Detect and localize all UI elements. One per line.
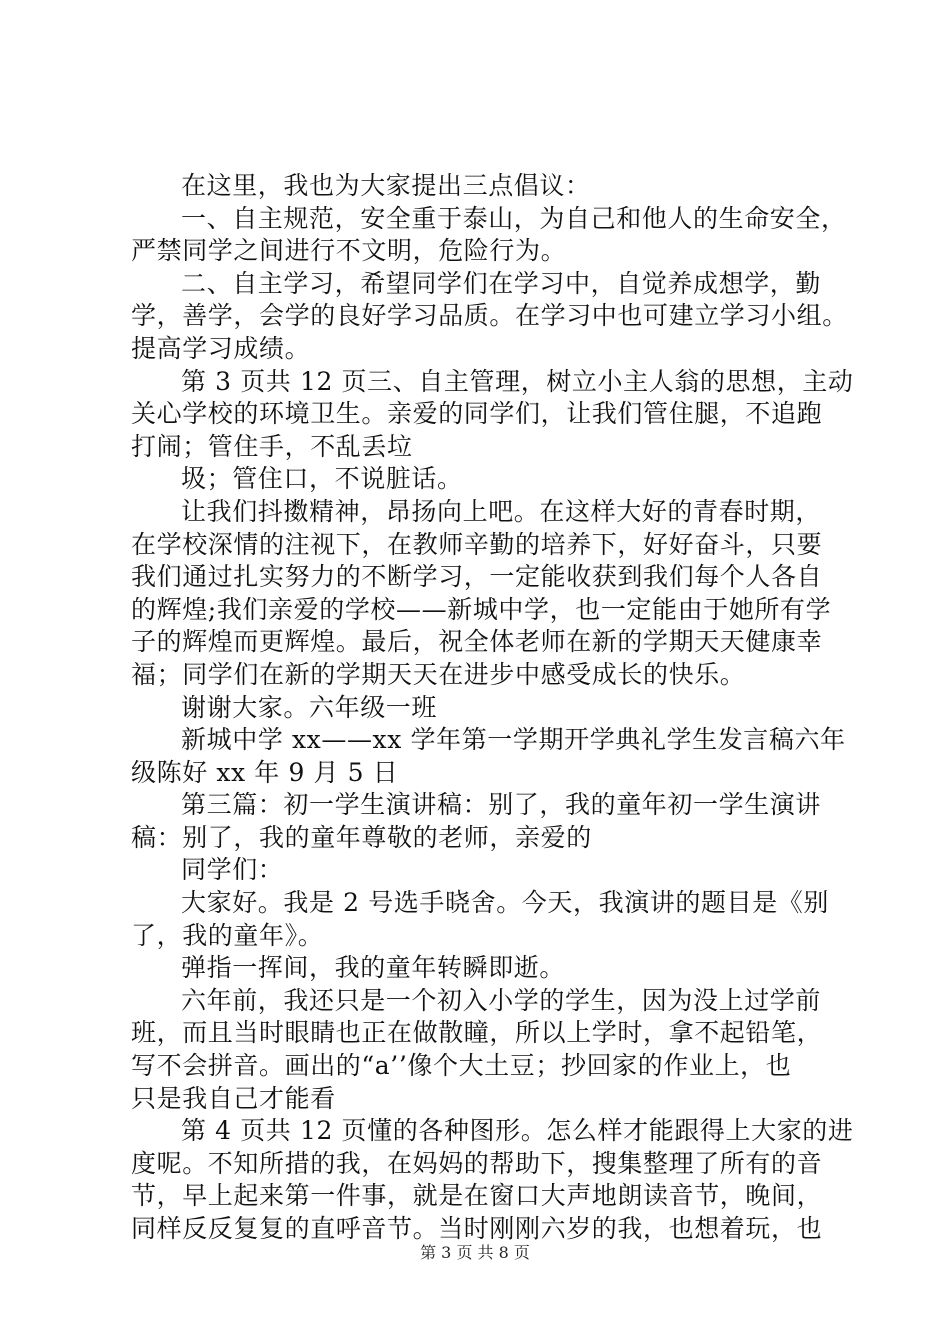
text-line: 节，早上起来第一件事，就是在窗口大声地朗读音节，晚间， (131, 1181, 823, 1211)
text-line: 了，我的童年》。 (131, 920, 324, 950)
text-line: 在学校深情的注视下，在教师辛勤的培养下，好好奋斗，只要 (131, 529, 823, 559)
text-line: 度呢。不知所措的我，在妈妈的帮助下，搜集整理了所有的音 (131, 1148, 823, 1178)
text-line: 班，而且当时眼睛也正在做散瞳，所以上学时，拿不起铅笔， (131, 1018, 823, 1048)
text-line: 提高学习成绩。 (131, 333, 311, 363)
text-line: 六年前，我还只是一个初入小学的学生，因为没上过学前 (181, 985, 822, 1015)
text-line: 福；同学们在新的学期天天在进步中感受成长的快乐。 (131, 659, 746, 689)
text-line: 在这里，我也为大家提出三点倡议： (181, 171, 591, 200)
text-line: 同学们： (181, 855, 284, 885)
text-line: 严禁同学之间进行不文明，危险行为。 (131, 236, 567, 266)
text-line: 谢谢大家。六年级一班 (181, 692, 438, 722)
text-line: 写不会拼音。画出的“a’’像个大土豆；抄回家的作业上，也 (131, 1051, 792, 1081)
document-body (131, 170, 854, 1246)
text-line: 一、自主规范，安全重于泰山，为自己和他人的生命安全， (181, 203, 847, 233)
text-line: 圾；管住口，不说脏话。 (181, 464, 463, 494)
text-line: 只是我自己才能看 (131, 1083, 336, 1113)
text-line: 打闹；管住手，不乱丢垃 (131, 431, 413, 461)
text-line: 大家好。我是 2 号选手晓舍。今天，我演讲的题目是《别 (181, 888, 830, 918)
text-line: 新城中学 xx——xx 学年第一学期开学典礼学生发言稿六年 (181, 725, 846, 755)
text-line: 级陈好 xx 年 9 月 5 日 (131, 757, 399, 787)
text-line: 让我们抖擞精神，昂扬向上吧。在这样大好的青春时期， (181, 496, 822, 526)
text-line: 第三篇：初一学生演讲稿：别了，我的童年初一学生演讲 (181, 790, 822, 820)
text-line: 第 4 页共 12 页懂的各种图形。怎么样才能跟得上大家的进 (181, 1116, 854, 1146)
text-line: 学，善学，会学的良好学习品质。在学习中也可建立学习小组。 (131, 301, 848, 331)
text-line: 关心学校的环境卫生。亲爱的同学们，让我们管住腿，不追跑 (131, 399, 823, 429)
text-line: 子的辉煌而更辉煌。最后，祝全体老师在新的学期天天健康幸 (131, 627, 823, 657)
text-line: 二、自主学习，希望同学们在学习中，自觉养成想学，勤 (181, 268, 822, 298)
text-line: 的辉煌;我们亲爱的学校——新城中学，也一定能由于她所有学 (131, 594, 832, 624)
text-line: 同样反反复复的直呼音节。当时刚刚六岁的我，也想着玩，也 (131, 1214, 823, 1243)
text-line: 稿：别了，我的童年尊敬的老师，亲爱的 (131, 822, 592, 852)
text-line: 第 3 页共 12 页三、自主管理，树立小主人翁的思想，主动 (181, 366, 854, 396)
page-footer: 第 3 页 共 8 页 (420, 1243, 530, 1262)
text-line: 我们通过扎实努力的不断学习，一定能收获到我们每个人各自 (131, 562, 823, 592)
text-line: 弹指一挥间，我的童年转瞬即逝。 (181, 953, 566, 983)
